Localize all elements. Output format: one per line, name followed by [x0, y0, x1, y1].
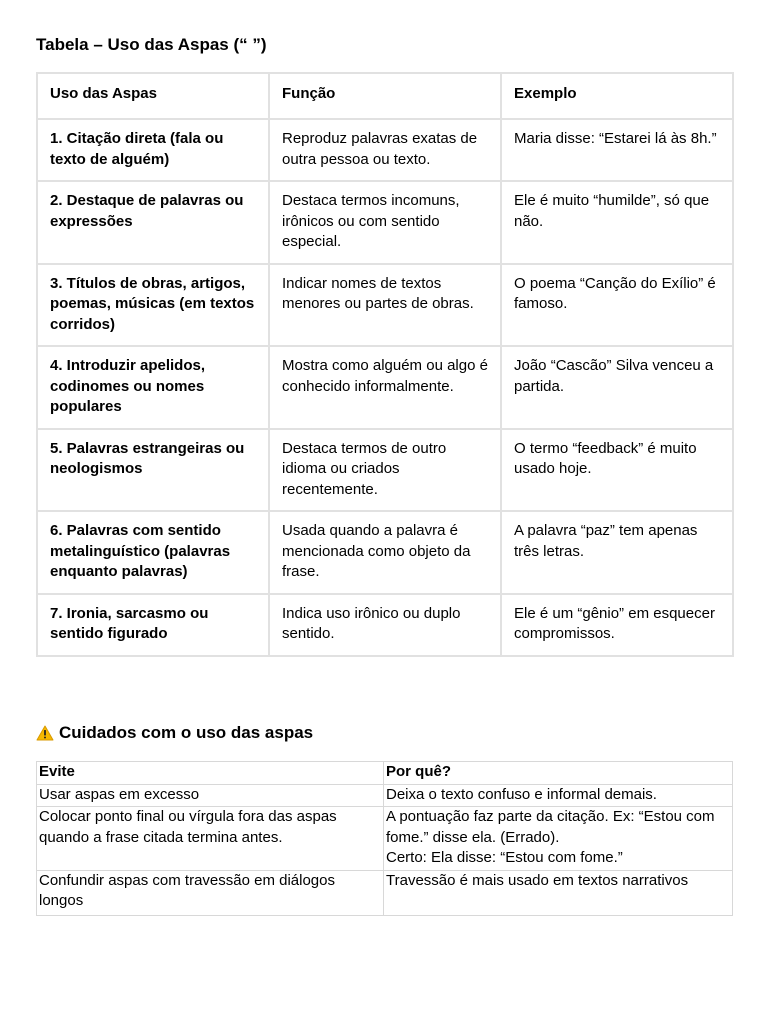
avoid-cell: Confundir aspas com travessão em diálogos longos — [37, 870, 384, 915]
header-cell: Exemplo — [501, 73, 733, 119]
table-row — [37, 511, 733, 594]
table-header-row — [37, 73, 733, 119]
table-row — [37, 784, 733, 807]
table-row — [37, 870, 733, 915]
example-cell: Ele é um “gênio” em esquecer compromissos. — [501, 594, 733, 656]
table-row — [37, 264, 733, 347]
table-header-row — [37, 762, 733, 785]
table-row — [37, 594, 733, 656]
function-cell: Reproduz palavras exatas de outra pessoa ou texto. — [269, 119, 501, 181]
table-row — [37, 181, 733, 264]
section-heading — [36, 721, 313, 745]
reason-cell: Travessão é mais usado em textos narrativos — [384, 870, 733, 915]
header-cell: Função — [269, 73, 501, 119]
function-cell: Mostra como alguém ou algo é conhecido informalmente. — [269, 346, 501, 429]
usage-cell: 4. Introduzir apelidos, codinomes ou nomes populares — [37, 346, 269, 429]
function-cell: Destaca termos incomuns, irônicos ou com sentido especial. — [269, 181, 501, 264]
cautions-table — [36, 761, 733, 916]
usage-cell: 7. Ironia, sarcasmo ou sentido figurado — [37, 594, 269, 656]
table-title: Tabela – Uso das Aspas (“ ”) — [36, 35, 267, 54]
header-cell: Evite — [37, 762, 384, 785]
function-cell: Usada quando a palavra é mencionada como objeto da frase. — [269, 511, 501, 594]
warning-icon — [36, 725, 54, 741]
function-cell: Indica uso irônico ou duplo sentido. — [269, 594, 501, 656]
header-cell: Uso das Aspas — [37, 73, 269, 119]
reason-cell: A pontuação faz parte da citação. Ex: “Estou com fome.” disse ela. (Errado). Certo: Ela disse: “Estou com fome.” — [384, 807, 733, 871]
header-cell: Por quê? — [384, 762, 733, 785]
example-cell: Maria disse: “Estarei lá às 8h.” — [501, 119, 733, 181]
aspas-usage-table — [36, 72, 734, 657]
usage-cell: 6. Palavras com sentido metalinguístico (palavras enquanto palavras) — [37, 511, 269, 594]
example-cell: João “Cascão” Silva venceu a partida. — [501, 346, 733, 429]
usage-cell: 3. Títulos de obras, artigos, poemas, músicas (em textos corridos) — [37, 264, 269, 347]
example-cell: A palavra “paz” tem apenas três letras. — [501, 511, 733, 594]
example-cell: O poema “Canção do Exílio” é famoso. — [501, 264, 733, 347]
example-cell: O termo “feedback” é muito usado hoje. — [501, 429, 733, 512]
usage-cell: 2. Destaque de palavras ou expressões — [37, 181, 269, 264]
table-row — [37, 429, 733, 512]
section-title: Cuidados com o uso das aspas — [59, 723, 314, 742]
usage-cell: 1. Citação direta (fala ou texto de alguém) — [37, 119, 269, 181]
table-row — [37, 346, 733, 429]
function-cell: Destaca termos de outro idioma ou criados recentemente. — [269, 429, 501, 512]
example-cell: Ele é muito “humilde”, só que não. — [501, 181, 733, 264]
table-row — [37, 119, 733, 181]
function-cell: Indicar nomes de textos menores ou partes de obras. — [269, 264, 501, 347]
reason-cell: Deixa o texto confuso e informal demais. — [384, 784, 733, 807]
avoid-cell: Usar aspas em excesso — [37, 784, 384, 807]
avoid-cell: Colocar ponto final ou vírgula fora das aspas quando a frase citada termina antes. — [37, 807, 384, 871]
usage-cell: 5. Palavras estrangeiras ou neologismos — [37, 429, 269, 512]
table-row — [37, 807, 733, 871]
